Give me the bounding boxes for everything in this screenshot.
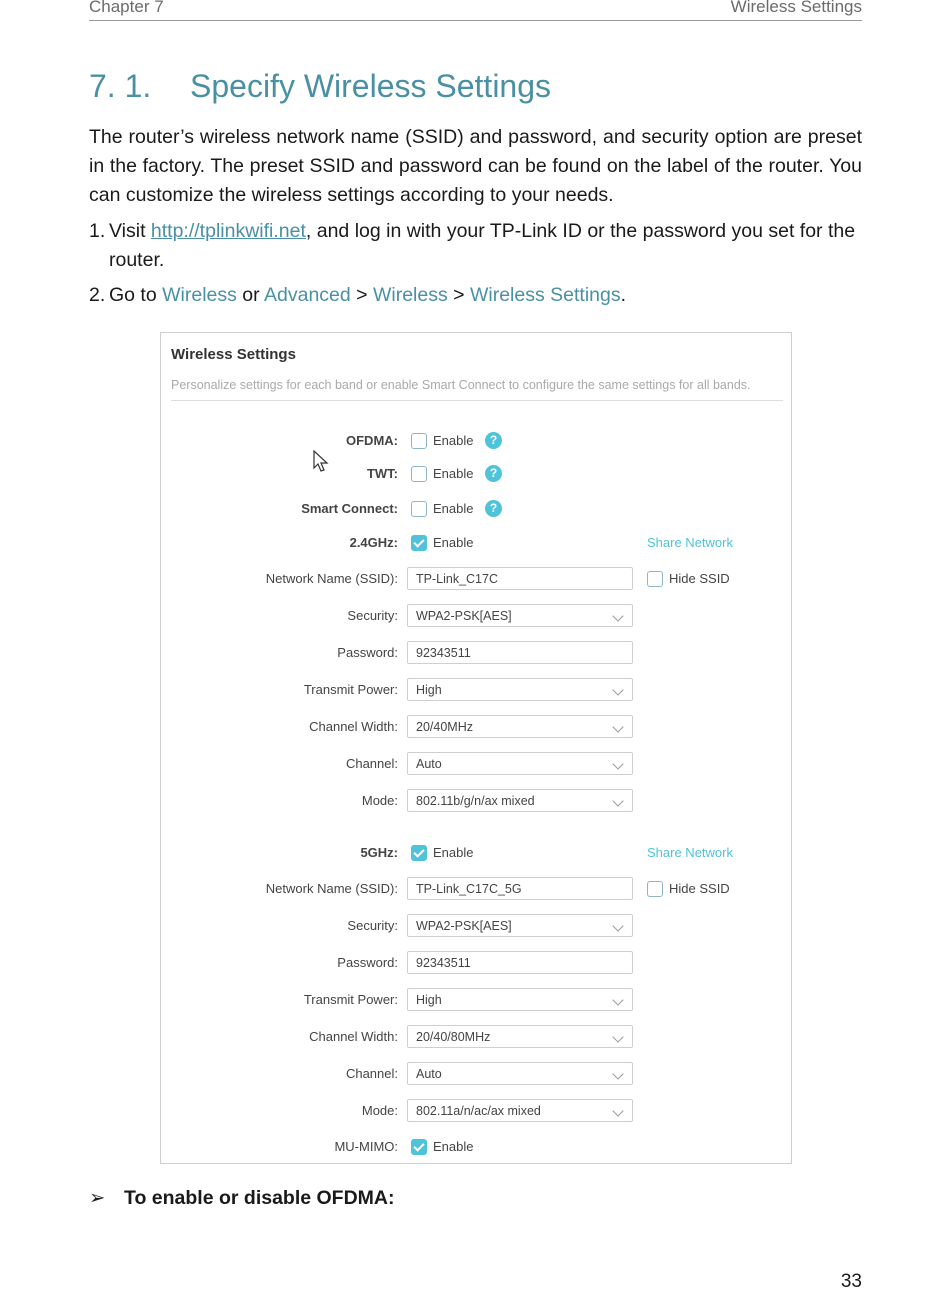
help-icon[interactable]: ? (485, 432, 502, 449)
password-input-5[interactable]: 92343511 (407, 951, 633, 974)
step-number: 1. (89, 220, 106, 242)
section-heading: Specify Wireless Settings (190, 68, 552, 104)
step-text: > (447, 284, 470, 306)
chevron-down-icon (612, 1068, 623, 1079)
band-5-label: 5GHz: (360, 845, 398, 860)
channel-width-select-24[interactable] (407, 715, 633, 738)
smart-connect-enable-label: Enable (433, 501, 474, 516)
chevron-down-icon (612, 994, 623, 1005)
section-title (89, 68, 551, 105)
divider (171, 400, 783, 401)
hide-ssid-checkbox-24[interactable] (647, 571, 663, 587)
channel-select-5[interactable] (407, 1062, 633, 1085)
password-input-24[interactable]: 92343511 (407, 641, 633, 664)
ofdma-enable-label: Enable (433, 433, 474, 448)
step-text: . (620, 284, 627, 306)
security-value-24: WPA2-PSK[AES] (416, 609, 512, 623)
help-icon[interactable]: ? (485, 500, 502, 517)
ofdma-label: OFDMA: (346, 433, 398, 448)
tplinkwifi-link[interactable]: http://tplinkwifi.net (150, 220, 306, 242)
chevron-down-icon (612, 795, 623, 806)
step-text: > (350, 284, 373, 306)
security-value-5: WPA2-PSK[AES] (416, 919, 512, 933)
wireless-settings-menu-ref: Wireless Settings (469, 284, 621, 306)
section-label: Wireless Settings (730, 0, 862, 16)
transmit-power-value-24: High (416, 683, 442, 697)
ofdma-checkbox[interactable] (411, 433, 427, 449)
mu-mimo-enable-label: Enable (433, 1139, 474, 1154)
band-24-enable-label: Enable (433, 535, 474, 550)
page-header (89, 0, 862, 21)
mu-mimo-checkbox[interactable] (411, 1139, 427, 1155)
mouse-cursor-icon (313, 450, 331, 474)
channel-width-label-24: Channel Width: (309, 719, 398, 734)
step-1 (89, 217, 862, 275)
mu-mimo-label: MU-MIMO: (334, 1139, 398, 1154)
channel-label-24: Channel: (345, 756, 398, 771)
step-2 (89, 281, 862, 310)
chevron-down-icon (612, 721, 623, 732)
chevron-down-icon (612, 610, 623, 621)
chevron-down-icon (612, 1105, 623, 1116)
band-5-enable-label: Enable (433, 845, 474, 860)
hide-ssid-label-5: Hide SSID (669, 881, 730, 896)
mode-label-24: Mode: (361, 793, 398, 808)
ssid-label-24: Network Name (SSID): (265, 571, 398, 586)
band-24-checkbox[interactable] (411, 535, 427, 551)
band-24-label: 2.4GHz: (349, 535, 398, 550)
channel-width-value-24: 20/40MHz (416, 720, 473, 734)
channel-value-5: Auto (416, 1067, 442, 1081)
advanced-menu-ref: Advanced (264, 284, 351, 306)
twt-enable-label: Enable (433, 466, 474, 481)
password-label-24: Password: (337, 645, 398, 660)
security-select-24[interactable] (407, 604, 633, 627)
mode-select-5[interactable] (407, 1099, 633, 1122)
wireless-menu-ref: Wireless (162, 284, 237, 306)
share-network-link-5[interactable]: Share Network (647, 845, 733, 860)
twt-label: TWT: (366, 466, 398, 481)
channel-width-value-5: 20/40/80MHz (416, 1030, 491, 1044)
page-number: 33 (840, 1271, 862, 1292)
section-number: 7. 1. (89, 68, 152, 104)
intro-paragraph: The router’s wireless network name (SSID) and password, and security option are preset in the factory. The preset SSID and password can be found on the label of the router. You can customize the wireless settings according to your needs. (89, 126, 862, 206)
ssid-label-5: Network Name (SSID): (265, 881, 398, 896)
channel-width-label-5: Channel Width: (309, 1029, 398, 1044)
transmit-power-select-5[interactable] (407, 988, 633, 1011)
smart-connect-checkbox[interactable] (411, 501, 427, 517)
mode-value-24: 802.11b/g/n/ax mixed (416, 794, 535, 808)
transmit-power-label-5: Transmit Power: (303, 992, 398, 1007)
chevron-down-icon (612, 758, 623, 769)
chevron-down-icon (612, 920, 623, 931)
ofdma-instruction-heading (89, 1186, 395, 1210)
ssid-input-24[interactable]: TP-Link_C17C (407, 567, 633, 590)
transmit-power-select-24[interactable] (407, 678, 633, 701)
security-select-5[interactable] (407, 914, 633, 937)
password-label-5: Password: (337, 955, 398, 970)
bullet-text: To enable or disable OFDMA: (124, 1187, 395, 1209)
channel-label-5: Channel: (345, 1066, 398, 1081)
step-text: Visit (109, 220, 151, 242)
mode-value-5: 802.11a/n/ac/ax mixed (416, 1104, 541, 1118)
channel-value-24: Auto (416, 757, 442, 771)
smart-connect-label: Smart Connect: (301, 501, 398, 516)
step-number: 2. (89, 284, 106, 306)
step-text: Go to (109, 284, 163, 306)
panel-subtitle: Personalize settings for each band or enable Smart Connect to configure the same settings for all bands. (171, 378, 751, 392)
security-label-5: Security: (347, 918, 398, 933)
arrow-bullet-icon: ➢ (89, 1187, 106, 1209)
transmit-power-label-24: Transmit Power: (303, 682, 398, 697)
step-text: , and log in with your TP-Link ID or the password you set for the router. (109, 220, 856, 271)
mode-label-5: Mode: (361, 1103, 398, 1118)
wireless-settings-panel (160, 332, 792, 1164)
channel-width-select-5[interactable] (407, 1025, 633, 1048)
chapter-label: Chapter 7 (89, 0, 164, 16)
transmit-power-value-5: High (416, 993, 442, 1007)
chevron-down-icon (612, 684, 623, 695)
wireless-menu-ref: Wireless (372, 284, 448, 306)
help-icon[interactable]: ? (485, 465, 502, 482)
step-text: or (236, 284, 264, 306)
share-network-link-24[interactable]: Share Network (647, 535, 733, 550)
security-label-24: Security: (347, 608, 398, 623)
hide-ssid-checkbox-5[interactable] (647, 881, 663, 897)
ssid-input-5[interactable]: TP-Link_C17C_5G (407, 877, 633, 900)
band-5-checkbox[interactable] (411, 845, 427, 861)
panel-title: Wireless Settings (171, 346, 296, 363)
hide-ssid-label-24: Hide SSID (669, 571, 730, 586)
twt-checkbox[interactable] (411, 466, 427, 482)
channel-select-24[interactable] (407, 752, 633, 775)
mode-select-24[interactable] (407, 789, 633, 812)
chevron-down-icon (612, 1031, 623, 1042)
